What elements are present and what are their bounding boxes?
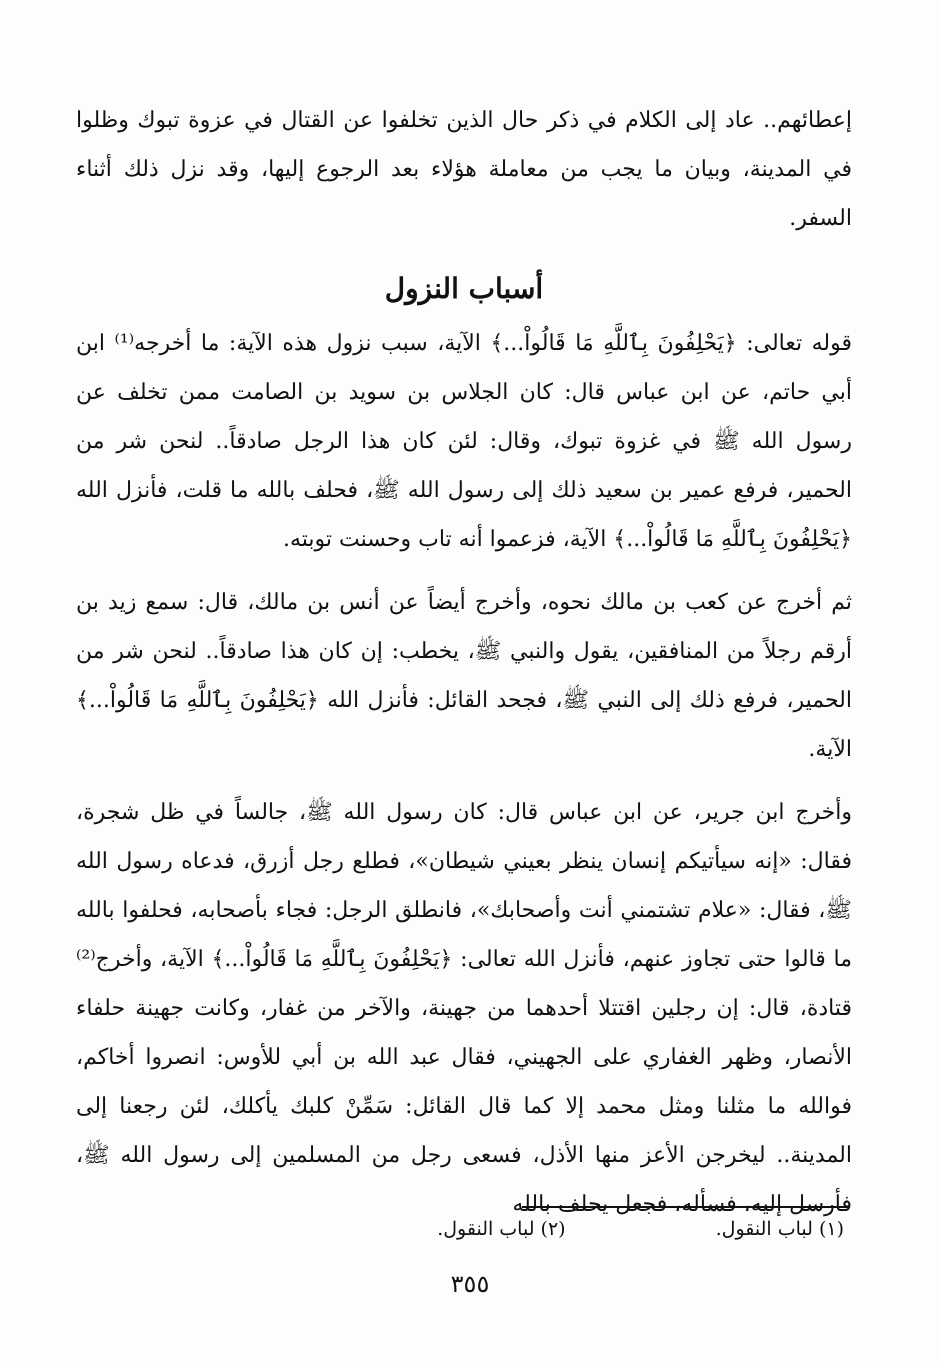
- intro-paragraph: إعطائهم.. عاد إلى الكلام في ذكر حال الذين تخلفوا عن القتال في عزوة تبوك وظلوا في المدينة، وبيان ما يجب من معاملة هؤلاء بعد الرجوع إليها، وقد نزل ذلك أثناء السفر.: [76, 108, 852, 231]
- section-heading: أسباب النزول: [384, 272, 544, 305]
- footnotes: [84, 1218, 844, 1240]
- paragraph-2: ثم أخرج عن كعب بن مالك نحوه، وأخرج أيضاً عن أنس بن مالك، قال: سمع زيد بن أرقم رجلاً من المنافقين، يقول والنبي ﷺ، يخطب: إن كان هذا صادقاً.. لنحن شر من الحمير، فرفع ذلك إلى النبي ﷺ، فجحد القائل: فأنزل الله ﴿يَحْلِفُونَ بِٱللَّهِ مَا قَالُواْ...﴾ الآية.: [76, 590, 852, 762]
- paragraph-3: وأخرج ابن جرير، عن ابن عباس قال: كان رسول الله ﷺ، جالساً في ظل شجرة، فقال: «إنه سيأتيكم إنسان ينظر بعيني شيطان»، فطلع رجل أزرق، فدعاه رسول الله ﷺ، فقال: «علام تشتمني أنت وأصحابك»، فانطلق الرجل: فجاء بأصحابه، فحلفوا بالله ما قالوا حتى تجاوز عنهم، فأنزل الله تعالى: ﴿يَحْلِفُونَ بِٱللَّهِ مَا قَالُواْ...﴾ الآية، وأخرج⁽²⁾ قتادة، قال: إن رجلين اقتتلا أحدهما من جهينة، والآخر من غفار، وكانت جهينة حلفاء الأنصار، وظهر الغفاري على الجهيني، فقال عبد الله بن أبي للأوس: انصروا أخاكم، فوالله ما مثلنا ومثل محمد إلا كما قال القائل: سَمِّنْ كلبك يأكلك، لئن رجعنا إلى المدينة.. ليخرجن الأعز منها الأذل، فسعى رجل من المسلمين إلى رسول الله ﷺ، فأرسل إليه، فسأله، فجعل يحلف بالله: [76, 800, 852, 1217]
- footnote-2: (٢) لباب النقول.: [437, 1218, 566, 1240]
- page-number: ٣٥٥: [450, 1270, 490, 1298]
- footnote-divider: [522, 1206, 848, 1208]
- paragraph-1: قوله تعالى: ﴿يَحْلِفُونَ بِٱللَّهِ مَا قَالُواْ...﴾ الآية، سبب نزول هذه الآية: ما أخرجه⁽¹⁾ ابن أبي حاتم، عن ابن عباس قال: كان الجلاس بن سويد بن الصامت ممن تخلف عن رسول الله ﷺ في غزوة تبوك، وقال: لئن كان هذا الرجل صادقاً.. لنحن شر من الحمير، فرفع عمير بن سعيد ذلك إلى رسول الله ﷺ، فحلف بالله ما قلت، فأنزل الله ﴿يَحْلِفُونَ بِٱللَّهِ مَا قَالُواْ...﴾ الآية، فزعموا أنه تاب وحسنت توبته.: [76, 331, 852, 552]
- footnote-1: (١) لباب النقول.: [715, 1218, 844, 1240]
